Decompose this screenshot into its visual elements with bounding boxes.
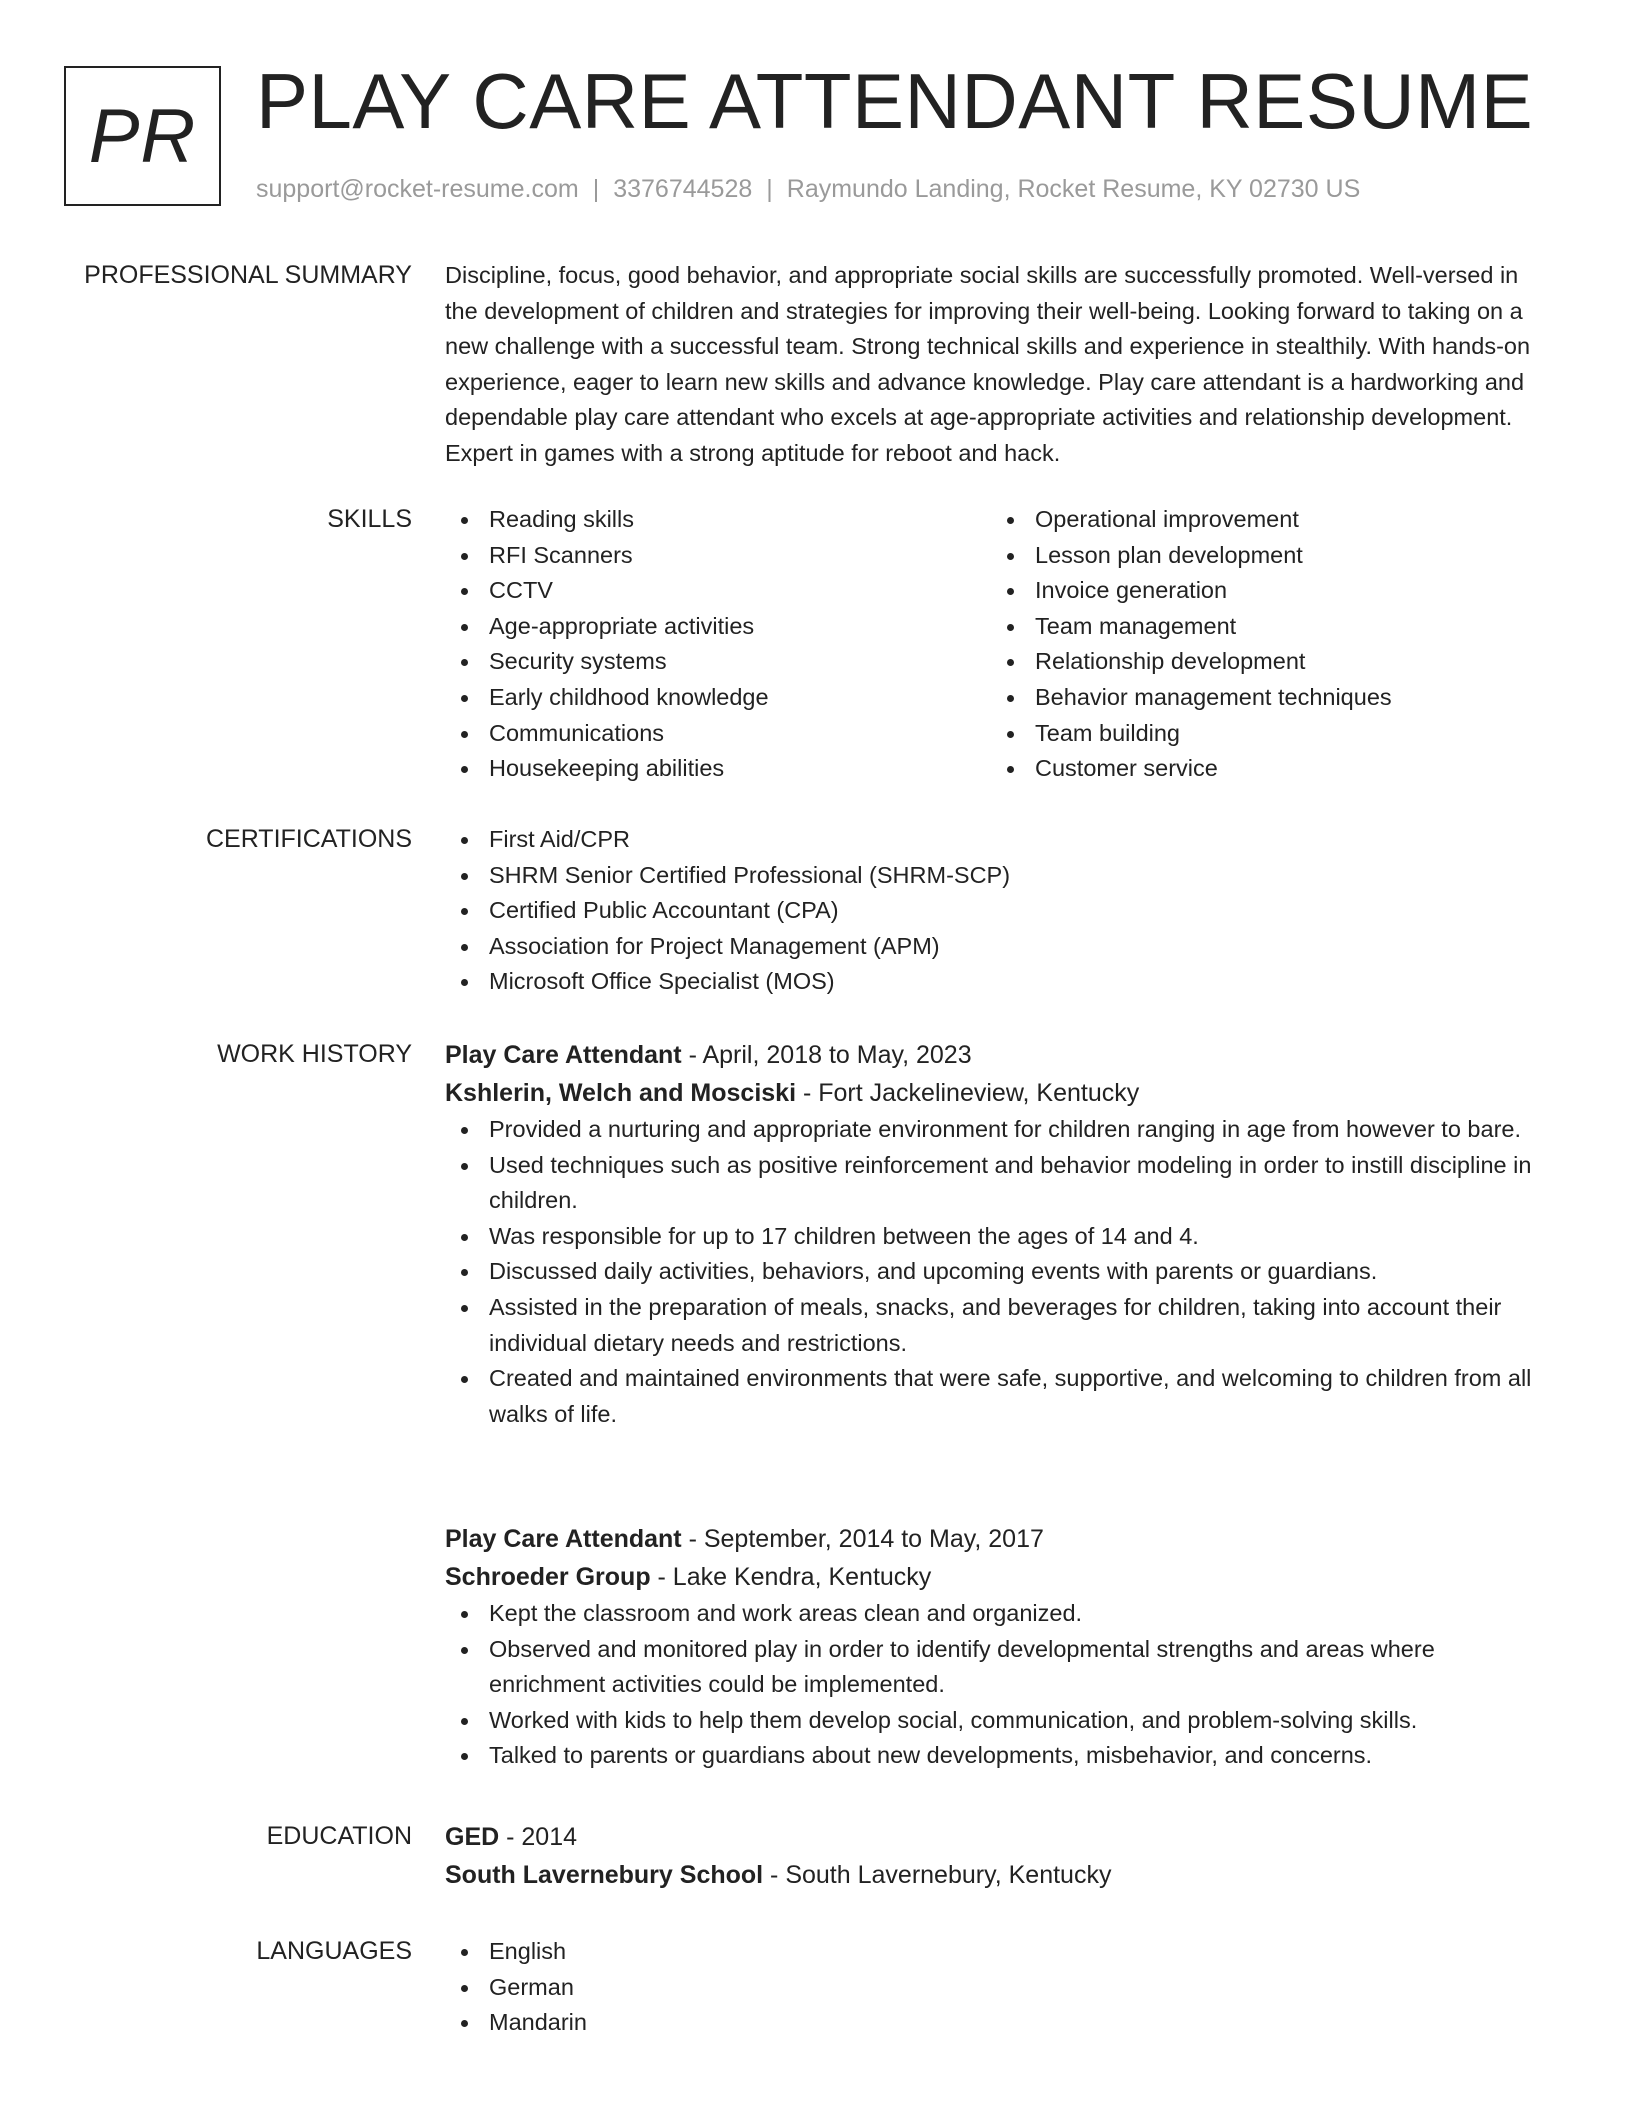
summary-text: Discipline, focus, good behavior, and appropriate social skills are successfully promoted. Well-versed in the development of children and strategies for improving their well-being. Looking forward to taking on a new challenge with a successful team. Strong technical skills and experience in stealthily. With hands-on experience, eager to learn new skills and advance knowledge. Play care attendant is a hardworking and dependable play care attendant who excels at age-appropriate activities and relationship development. Expert in games with a strong aptitude for reboot and hack. <box>445 262 1531 466</box>
language-item: English <box>445 1934 1555 1970</box>
skill-item: Reading skills <box>445 502 991 538</box>
job-title-line <box>445 1521 1555 1559</box>
job-title: Play Care Attendant <box>445 1041 682 1069</box>
work-history-body <box>445 1037 1555 1432</box>
summary-body <box>445 258 1555 472</box>
skill-item: RFI Scanners <box>445 538 991 574</box>
certifications-label: CERTIFICATIONS <box>205 825 412 853</box>
work-history-label: WORK HISTORY <box>217 1040 412 1068</box>
contact-address: Raymundo Landing, Rocket Resume, KY 02730 US <box>786 175 1361 203</box>
certification-item: Certified Public Accountant (CPA) <box>445 893 1555 929</box>
languages-list <box>445 1934 1555 2041</box>
certification-item: Microsoft Office Specialist (MOS) <box>445 964 1555 1000</box>
skill-item: CCTV <box>445 573 991 609</box>
skill-item: Age-appropriate activities <box>445 609 991 645</box>
job-duties-list <box>445 1596 1555 1774</box>
skill-item: Lesson plan development <box>991 538 1537 574</box>
summary-label: PROFESSIONAL SUMMARY <box>84 261 412 289</box>
job-duty: Created and maintained environments that were safe, supportive, and welcoming to children from all walks of life. <box>445 1361 1555 1432</box>
skill-item: Behavior management techniques <box>991 680 1537 716</box>
job-duty: Talked to parents or guardians about new developments, misbehavior, and concerns. <box>445 1738 1555 1774</box>
resume-title: PLAY CARE ATTENDANT RESUME <box>256 57 1534 145</box>
skills-label: SKILLS <box>327 505 412 533</box>
certifications-list <box>445 822 1555 1000</box>
job-duty: Used techniques such as positive reinforcement and behavior modeling in order to instill discipline in children. <box>445 1148 1555 1219</box>
job-company-line <box>445 1075 1555 1113</box>
certifications-body <box>445 822 1555 1000</box>
languages-body <box>445 1934 1555 2041</box>
job-duty: Observed and monitored play in order to identify developmental strengths and areas where enrichment activities could be implemented. <box>445 1632 1555 1703</box>
job-title-line <box>445 1037 1555 1075</box>
contact-line <box>256 174 1360 204</box>
job-duty: Discussed daily activities, behaviors, and upcoming events with parents or guardians. <box>445 1254 1555 1290</box>
education-body <box>445 1819 1555 1894</box>
language-item: Mandarin <box>445 2005 1555 2041</box>
job-company: Kshlerin, Welch and Mosciski <box>445 1078 797 1107</box>
job-duty: Kept the classroom and work areas clean and organized. <box>445 1596 1555 1632</box>
job-duty: Assisted in the preparation of meals, snacks, and beverages for children, taking into account their individual dietary needs and restrictions. <box>445 1290 1555 1361</box>
education-location: - South Lavernebury, Kentucky <box>763 1860 1112 1889</box>
certification-item: First Aid/CPR <box>445 822 1555 858</box>
job-company: Schroeder Group <box>445 1562 651 1591</box>
contact-email: support@rocket-resume.com <box>256 175 579 203</box>
job-dates: - April, 2018 to May, 2023 <box>681 1041 972 1069</box>
skill-item: Operational improvement <box>991 502 1537 538</box>
skills-body <box>445 502 1555 787</box>
education-degree-line <box>445 1819 1555 1857</box>
contact-separator: | <box>592 175 600 203</box>
skill-item: Customer service <box>991 751 1537 787</box>
education-year: - 2014 <box>499 1823 578 1851</box>
education-school-line <box>445 1857 1555 1895</box>
work-history-body-2 <box>445 1521 1555 1774</box>
skills-column-left <box>445 502 991 787</box>
skill-item: Relationship development <box>991 644 1537 680</box>
job-company-line <box>445 1559 1555 1597</box>
skill-item: Early childhood knowledge <box>445 680 991 716</box>
job-duty: Was responsible for up to 17 children between the ages of 14 and 4. <box>445 1219 1555 1255</box>
skill-item: Invoice generation <box>991 573 1537 609</box>
languages-label: LANGUAGES <box>256 1937 412 1965</box>
certification-item: SHRM Senior Certified Professional (SHRM-SCP) <box>445 858 1555 894</box>
job-dates: - September, 2014 to May, 2017 <box>681 1525 1044 1553</box>
language-item: German <box>445 1970 1555 2006</box>
education-school: South Lavernebury School <box>445 1860 764 1889</box>
contact-separator: | <box>766 175 773 203</box>
skill-item: Team building <box>991 716 1537 752</box>
monogram-logo <box>64 66 221 206</box>
education-degree: GED <box>445 1823 500 1851</box>
job-location: - Fort Jackelineview, Kentucky <box>796 1078 1140 1107</box>
monogram-initials: PR <box>88 93 197 179</box>
skill-item: Team management <box>991 609 1537 645</box>
skill-item: Security systems <box>445 644 991 680</box>
job-duty: Worked with kids to help them develop social, communication, and problem-solving skills. <box>445 1703 1555 1739</box>
job-duties-list <box>445 1112 1555 1432</box>
education-label: EDUCATION <box>266 1822 412 1850</box>
skills-column-right <box>991 502 1537 787</box>
job-location: - Lake Kendra, Kentucky <box>650 1562 932 1591</box>
job-title: Play Care Attendant <box>445 1525 682 1553</box>
certification-item: Association for Project Management (APM) <box>445 929 1555 965</box>
skill-item: Communications <box>445 716 991 752</box>
skill-item: Housekeeping abilities <box>445 751 991 787</box>
job-duty: Provided a nurturing and appropriate environment for children ranging in age from however to bare. <box>445 1112 1555 1148</box>
contact-phone: 3376744528 <box>613 175 753 203</box>
